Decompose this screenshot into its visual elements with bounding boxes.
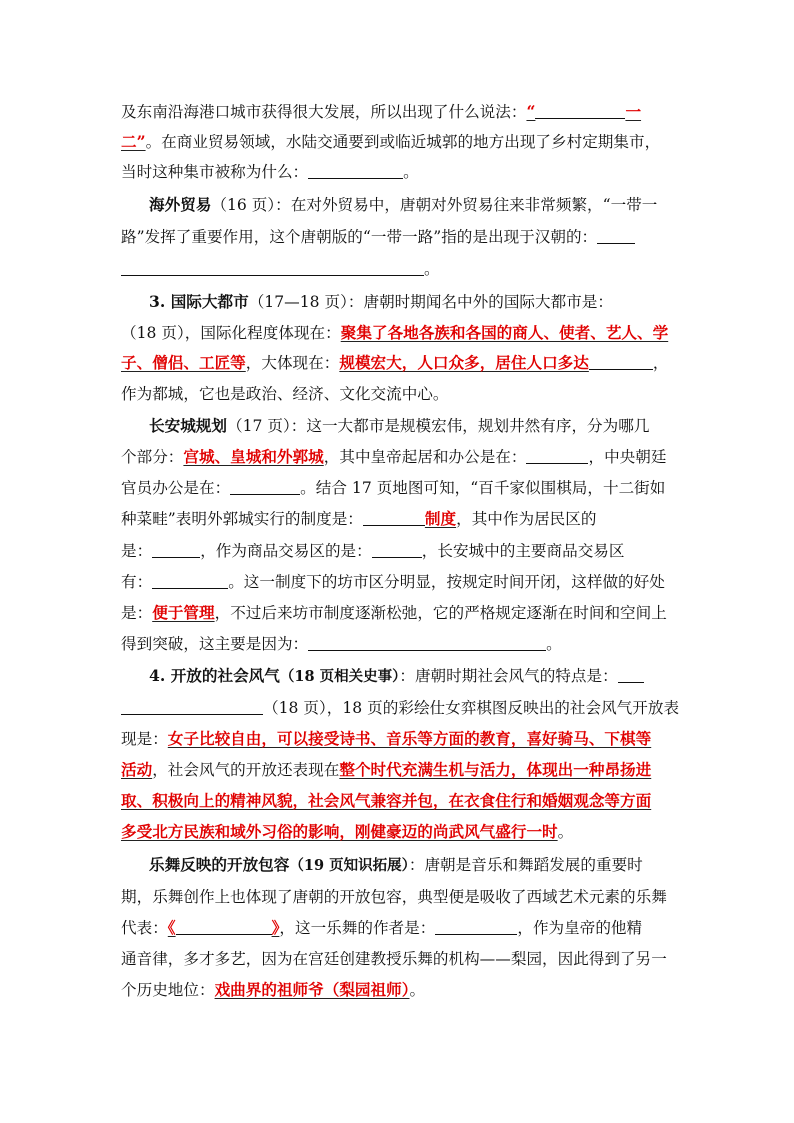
answer-text: 多受北方民族和域外习俗的影响，刚健豪迈的尚武风气盛行一时: [121, 822, 558, 841]
question-text: （16 页）：在对外贸易中，唐朝对外贸易往来非常频繁，“一带一: [211, 196, 658, 214]
text-line: [121, 603, 667, 623]
text-line: [121, 478, 665, 498]
answer-text: 取、积极向上的精神风貌，社会风气兼容并包，在衣食住行和婚姻观念等方面: [121, 791, 652, 810]
answer-blank[interactable]: [152, 573, 228, 589]
question-text: 期，乐舞创作上也体现了唐朝的开放包容，典型便是吸收了西域艺术元素的乐舞: [121, 888, 667, 906]
text-line: [121, 980, 425, 1000]
text-line: [121, 162, 419, 182]
question-text: 官员办公是在：: [121, 479, 231, 497]
text-line: [121, 259, 440, 279]
question-text: ：唐朝时期社会风气的特点是：: [399, 667, 618, 685]
question-text: 。: [424, 260, 440, 278]
question-text: 种菜畦”表明外郭城实行的制度是：: [121, 510, 363, 528]
question-text: ，社会风气的开放还表现在: [152, 761, 340, 779]
question-text: 。: [557, 823, 574, 841]
question-text: 个部分：: [121, 448, 184, 466]
question-text: （18 页），18 页的彩绘仕女弈棋图反映出的社会风气开放表: [263, 699, 680, 717]
answer-text: 活动: [121, 760, 153, 779]
answer-blank[interactable]: [308, 635, 546, 651]
question-text: ，作为商品交易区的是：: [200, 542, 372, 560]
question-text: （18 页相关史事）: [279, 668, 400, 685]
question-text: ，不过后来坊市制度逐渐松弛，它的严格规定逐渐在时间和空间上: [214, 604, 667, 622]
question-text: （17 页）：这一大都市是规模宏伟，规划井然有序，分为哪几: [226, 417, 650, 435]
text-line: [121, 353, 668, 373]
text-line: [121, 509, 596, 529]
question-text: （18 页），国际化程度体现在：: [121, 324, 341, 342]
text-line: [121, 227, 635, 247]
text-line: [121, 132, 660, 152]
question-text: ，其中作为居民区的: [456, 510, 597, 528]
text-line: [149, 292, 613, 312]
question-text: （19 页知识拓展）: [289, 857, 409, 874]
answer-text: 一: [625, 102, 642, 121]
answer-blank[interactable]: [176, 919, 272, 935]
answer-blank[interactable]: [363, 510, 425, 526]
text-line: [121, 384, 448, 404]
answer-blank[interactable]: [597, 228, 635, 244]
text-line: [121, 541, 624, 561]
question-text: 3. 国际大都市: [149, 292, 249, 311]
text-line: [149, 416, 649, 436]
answer-blank[interactable]: [435, 919, 517, 935]
answer-text: 聚集了各地各族和各国的商人、使者、艺人、学: [340, 323, 669, 342]
question-text: 乐舞反映的开放包容: [149, 855, 290, 874]
question-text: 。: [409, 981, 426, 999]
question-text: 个历史地位：: [121, 981, 215, 999]
text-line: [121, 572, 665, 592]
question-text: 有：: [121, 573, 153, 591]
text-line: [121, 447, 666, 467]
question-text: ：唐朝是音乐和舞蹈发展的重要时: [408, 856, 643, 874]
question-text: 作为都城，它也是政治、经济、文化交流中心。: [121, 385, 449, 403]
answer-blank[interactable]: [618, 667, 644, 683]
question-text: 当时这种集市被称为什么：: [121, 163, 309, 181]
text-line: [121, 760, 651, 780]
answer-text: 《: [167, 918, 176, 937]
question-text: 。: [403, 163, 419, 181]
answer-blank[interactable]: [526, 448, 588, 464]
question-text: 是：: [121, 542, 153, 560]
text-line: [121, 323, 668, 343]
question-text: （17—18 页）：唐朝时期闻名中外的国际大都市是：: [248, 293, 613, 311]
text-line: [121, 698, 679, 718]
question-text: ，作为皇帝的他精: [517, 919, 643, 937]
answer-blank[interactable]: [589, 354, 653, 370]
answer-text: 便于管理: [152, 603, 215, 622]
answer-blank[interactable]: [372, 542, 422, 558]
question-text: ，: [652, 354, 669, 372]
answer-blank[interactable]: [121, 699, 263, 715]
question-text: 及东南沿海港口城市获得很大发展，所以出现了什么说法：: [121, 103, 527, 121]
answer-text: 二”: [121, 132, 146, 151]
text-line: [149, 666, 644, 687]
question-text: 路”发挥了重要作用，这个唐朝版的“一带一路”指的是出现于汉朝的：: [121, 228, 598, 246]
text-line: [121, 822, 573, 842]
text-line: [149, 855, 643, 876]
question-text: 海外贸易: [149, 195, 212, 214]
question-text: 长安城规划: [149, 416, 227, 435]
question-text: ，大体现在：: [245, 354, 340, 372]
text-line: [121, 634, 562, 654]
text-line: [121, 729, 651, 749]
answer-text: 戏曲界的祖师爷（梨园祖师）: [214, 980, 410, 999]
answer-text: 宫城、皇城和外郭城: [183, 447, 324, 466]
question-text: 4. 开放的社会风气: [149, 666, 280, 685]
text-line: [121, 102, 641, 122]
text-line: [149, 195, 657, 215]
question-text: 是：: [121, 604, 153, 622]
answer-blank[interactable]: [535, 103, 625, 119]
question-text: ，长安城中的主要商品交易区: [421, 542, 625, 560]
answer-text: “: [526, 102, 536, 121]
answer-blank[interactable]: [230, 479, 300, 495]
question-text: ，中央朝廷: [588, 448, 667, 466]
question-text: 。: [546, 635, 562, 653]
answer-text: 》: [271, 918, 280, 937]
text-line: [121, 887, 667, 907]
question-text: 现是：: [121, 730, 168, 748]
question-text: ，其中皇帝起居和办公是在：: [323, 448, 527, 466]
question-text: 。这一制度下的坊市区分明显，按规定时间开闭，这样做的好处: [228, 573, 665, 591]
answer-text: 子、僧侣、工匠等: [121, 353, 246, 372]
question-text: 通音律，多才多艺，因为在宫廷创建教授乐舞的机构——梨园，因此得到了另一: [121, 950, 667, 968]
question-text: ，这一乐舞的作者是：: [279, 919, 436, 937]
answer-text: 规模宏大，人口众多，居住人口多达: [339, 353, 589, 372]
question-text: 代表：: [121, 919, 168, 937]
question-text: 得到突破，这主要是因为：: [121, 635, 309, 653]
question-text: 。在商业贸易领域，水陆交通要到或临近城郭的地方出现了乡村定期集市，: [145, 133, 661, 151]
answer-text: 制度: [424, 509, 457, 528]
answer-blank[interactable]: [308, 163, 403, 179]
text-line: [121, 949, 667, 969]
answer-blank[interactable]: [121, 260, 424, 276]
answer-text: 女子比较自由，可以接受诗书、音乐等方面的教育，喜好骑马、下棋等: [167, 729, 652, 748]
answer-blank[interactable]: [152, 542, 200, 558]
text-line: [121, 791, 651, 811]
question-text: 。结合 17 页地图可知，“百千家似围棋局，十二街如: [300, 479, 666, 497]
text-line: [121, 918, 642, 938]
answer-text: 整个时代充满生机与活力，体现出一种昂扬进: [339, 760, 652, 779]
